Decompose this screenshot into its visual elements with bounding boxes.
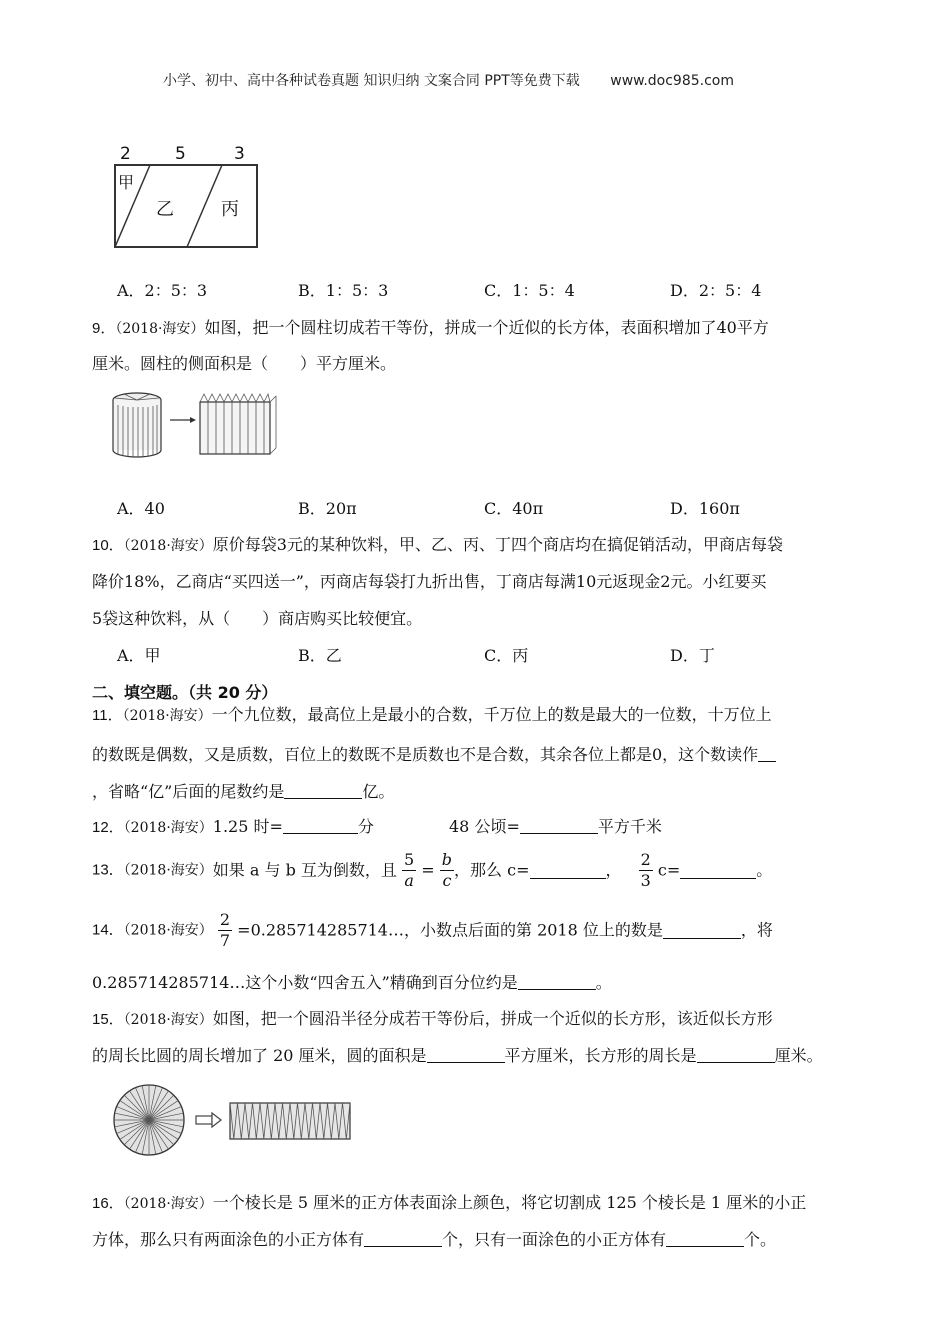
- q10-line3: 5袋这种饮料，从（ ）商店购买比较便宜。: [92, 609, 423, 628]
- q11-text2: 的数既是偶数，又是质数，百位上的数既不是质数也不是合数，其余各位上都是0，这个数读作: [92, 745, 759, 764]
- q15-line1: [92, 1009, 773, 1030]
- q11-text1: 一个九位数，最高位上是最小的合数，千万位上的数是最大的一位数，十万位上: [211, 705, 772, 724]
- q16-text1: 一个棱长是 5 厘米的正方体表面涂上颜色，将它切割成 125 个棱长是 1 厘米的小正: [212, 1193, 807, 1212]
- q15-line2: [92, 1046, 823, 1066]
- q16-line2: [92, 1230, 776, 1250]
- q12-part1a: 1.25 时=: [212, 817, 283, 836]
- q9-number: 9．: [92, 320, 116, 337]
- q10-number: 10．: [92, 537, 124, 554]
- q11-blank-1[interactable]: [758, 745, 776, 762]
- q10-option-c: C．丙: [484, 646, 529, 665]
- header-url: www.doc985.com: [610, 73, 734, 89]
- q15-line2b: 平方厘米，长方形的周长是: [504, 1046, 697, 1065]
- q13-frac3-denominator: 3: [640, 871, 651, 890]
- q15-source: （2018·海安）: [123, 1012, 213, 1028]
- q12-part2a: 48 公顷=: [449, 817, 520, 836]
- q12-blank-2[interactable]: [520, 817, 598, 834]
- q14-line1: [92, 910, 773, 951]
- q15-line2a: 的周长比圆的周长增加了 20 厘米，圆的面积是: [92, 1046, 427, 1065]
- q10-option-b: B．乙: [298, 646, 342, 665]
- q13-frac1-denominator: a: [404, 871, 414, 890]
- q8-region-bing: 丙: [221, 199, 239, 220]
- q16-line1: [92, 1193, 806, 1214]
- q15-blank-1[interactable]: [427, 1046, 505, 1063]
- q13-end: 。: [756, 860, 773, 880]
- q16-line2c: 个。: [744, 1230, 777, 1249]
- q11-blank-2[interactable]: [284, 782, 362, 799]
- q11-text3b: 亿。: [362, 782, 395, 801]
- q11-line3: [92, 782, 394, 802]
- q12-number: 12．: [92, 819, 124, 836]
- q13-number: 13．: [92, 861, 124, 879]
- q13-fraction-5-over-a: [402, 850, 416, 891]
- q12-part2: [449, 817, 662, 837]
- q14-frac-numerator: 2: [219, 910, 231, 929]
- q12-part1b: 分: [357, 817, 374, 836]
- q8-option-d: D．2：5：4: [670, 281, 762, 300]
- q13-fraction-b-over-c: [440, 850, 454, 891]
- q12-part2b: 平方千米: [597, 817, 662, 836]
- q15-line2c: 厘米。: [774, 1046, 823, 1065]
- q9-option-b: B．20π: [298, 499, 357, 518]
- q15-text1: 如图，把一个圆沿半径分成若干等份后，拼成一个近似的长方形，该近似长方形: [212, 1009, 773, 1028]
- q13-frac2-denominator: c: [442, 871, 452, 890]
- q13-source: （2018·海安）: [123, 862, 213, 879]
- q16-line2b: 个，只有一面涂色的小正方体有: [442, 1230, 667, 1249]
- q16-line2a: 方体，那么只有两面涂色的小正方体有: [92, 1230, 365, 1249]
- q14-text2: ，将: [740, 920, 773, 940]
- q13-frac3-numerator: 2: [640, 850, 651, 869]
- q11-line1: [92, 705, 772, 726]
- q9-source: （2018·海安）: [115, 321, 205, 337]
- q13-frac1-numerator: 5: [404, 850, 415, 869]
- q10-line2: 降价18%，乙商店“买四送一”，丙商店每袋打九折出售，丁商店每满10元返现金2元。小红要买: [92, 572, 767, 591]
- section-title-fill-in: 二、填空题。（共 20 分）: [92, 683, 278, 702]
- q16-blank-2[interactable]: [666, 1230, 744, 1247]
- q10-line1: [92, 535, 783, 556]
- q13-text1: 如果 a 与 b 互为倒数，且: [212, 860, 397, 880]
- q8-option-b: B．1：5：3: [298, 281, 389, 300]
- q8-option-c: C．1：5：4: [484, 281, 575, 300]
- q9-line2: 厘米。圆柱的侧面积是（ ）平方厘米。: [92, 354, 397, 373]
- q10-option-d: D．丁: [670, 646, 715, 665]
- q8-top-label-1: 2: [120, 144, 131, 164]
- q14-fraction-2-over-7: [218, 910, 232, 951]
- q11-number: 11．: [92, 707, 123, 724]
- q14-source: （2018·海安）: [123, 922, 213, 939]
- q16-blank-1[interactable]: [364, 1230, 442, 1247]
- q14-line2a: 0.285714285714…这个小数“四舍五入”精确到百分位约是: [92, 973, 518, 992]
- q14-text1: =0.285714285714…，小数点后面的第 2018 位上的数是: [237, 920, 663, 940]
- q9-text1: 如图，把一个圆柱切成若干等份，拼成一个近似的长方体，表面积增加了40平方: [204, 318, 769, 337]
- q11-text3a: ，省略“亿”后面的尾数约是: [92, 782, 285, 801]
- q9-option-d: D．160π: [670, 499, 740, 518]
- q13-fraction-2-over-3: [639, 850, 653, 891]
- q10-option-a: A．甲: [117, 646, 161, 665]
- q10-source: （2018·海安）: [123, 538, 213, 554]
- q9-cylinder-figure: [112, 390, 287, 460]
- q15-number: 15．: [92, 1011, 124, 1028]
- q13-frac2-numerator: b: [441, 850, 453, 869]
- q16-number: 16．: [92, 1195, 124, 1212]
- q11-line2: [92, 745, 776, 765]
- q9-option-c: C．40π: [484, 499, 544, 518]
- q15-blank-2[interactable]: [697, 1046, 775, 1063]
- q15-circle-figure: [112, 1083, 362, 1158]
- q10-text1: 原价每袋3元的某种饮料，甲、乙、丙、丁四个商店均在搞促销活动，甲商店每袋: [212, 535, 783, 554]
- q14-number: 14．: [92, 921, 124, 939]
- q8-region-jia: 甲: [118, 173, 135, 192]
- q13-blank-2[interactable]: [680, 862, 756, 879]
- q14-line2: [92, 973, 612, 993]
- q13-text2: ，那么 c=: [454, 860, 530, 880]
- q12-line: [92, 817, 374, 838]
- q9-line1: [92, 318, 769, 339]
- q13-text3: c=: [657, 860, 681, 880]
- q14-blank-1[interactable]: [663, 922, 741, 939]
- page-header: [163, 70, 734, 90]
- q8-top-label-3: 3: [234, 144, 245, 164]
- q8-rectangle-diagram: [108, 140, 268, 260]
- q12-source: （2018·海安）: [123, 820, 213, 836]
- q8-top-label-2: 5: [175, 144, 186, 164]
- q11-source: （2018·海安）: [122, 708, 212, 724]
- q8-option-a: A．2：5：3: [117, 281, 208, 300]
- header-text: 小学、初中、高中各种试卷真题 知识归纳 文案合同 PPT等免费下载: [163, 73, 580, 89]
- q13-comma: ，: [605, 860, 622, 880]
- q8-region-yi: 乙: [156, 199, 174, 220]
- q14-frac-denominator: 7: [219, 931, 231, 950]
- q13-line: [92, 850, 772, 891]
- q16-source: （2018·海安）: [123, 1196, 213, 1212]
- q12-blank-1[interactable]: [283, 817, 358, 834]
- q9-option-a: A．40: [117, 499, 165, 518]
- q14-blank-2[interactable]: [518, 973, 596, 990]
- q8-figure: [108, 140, 268, 260]
- q14-line2b: 。: [595, 973, 612, 992]
- q13-equals: =: [421, 860, 435, 880]
- q13-blank-1[interactable]: [530, 862, 606, 879]
